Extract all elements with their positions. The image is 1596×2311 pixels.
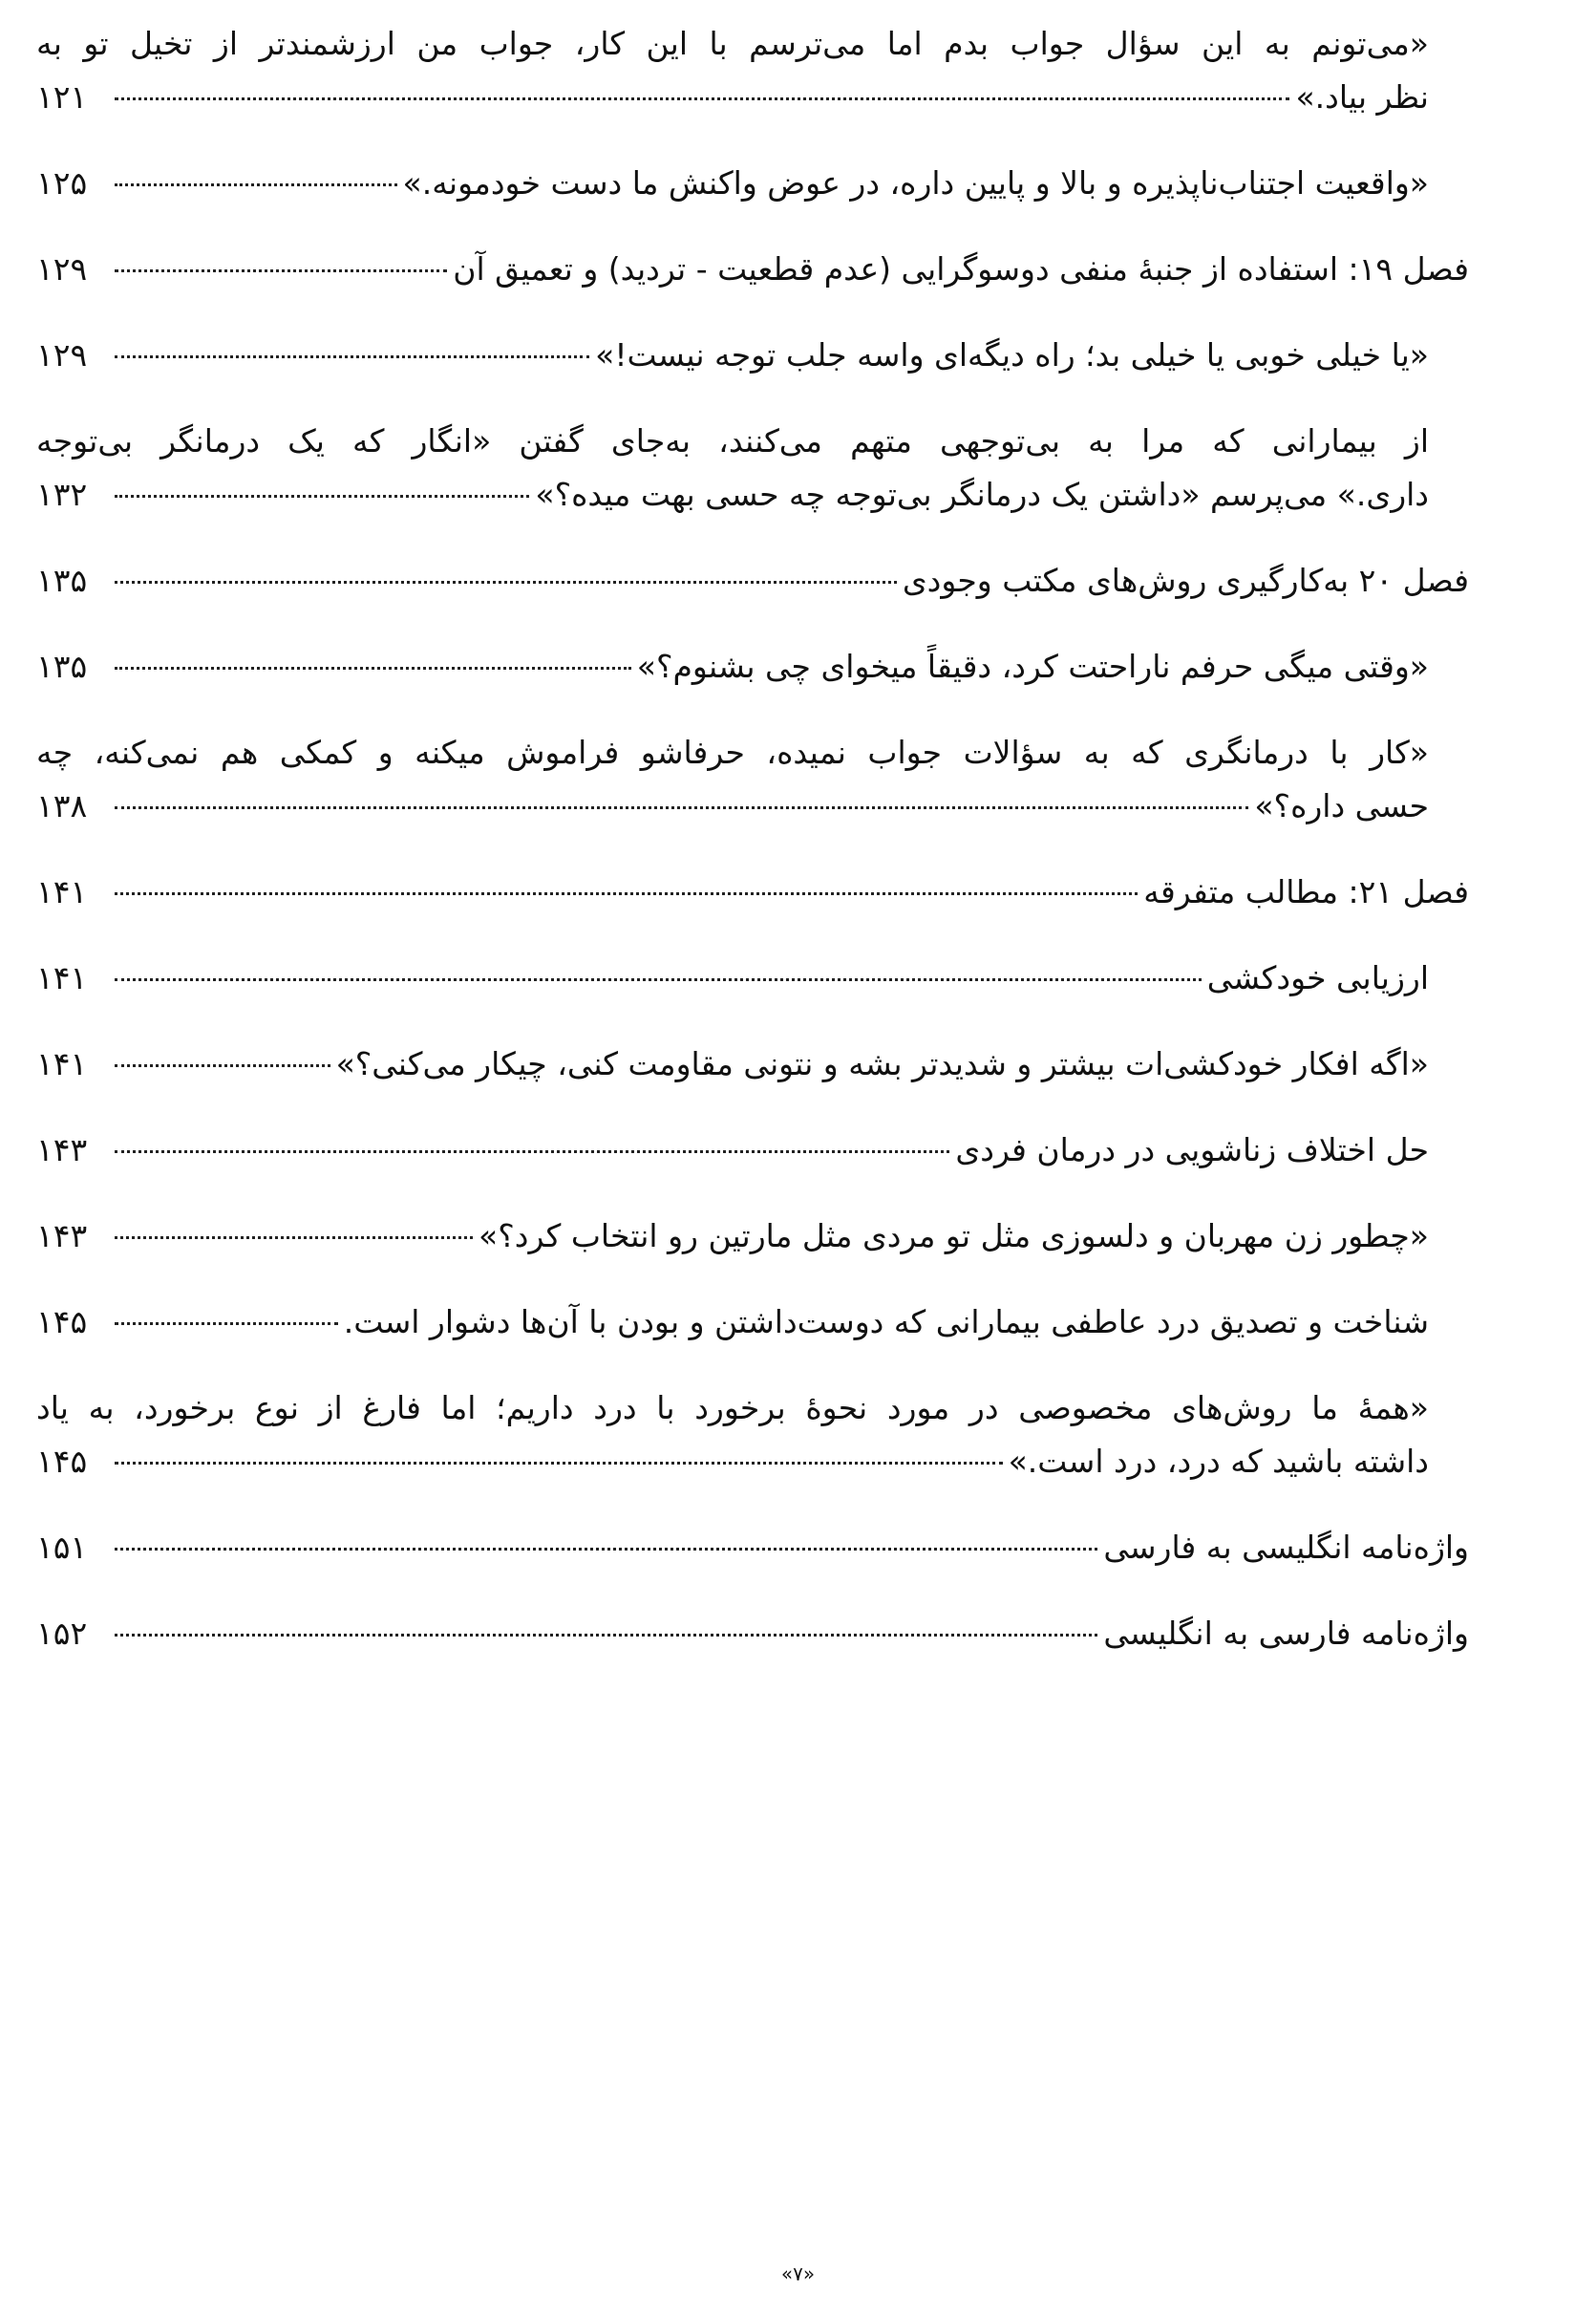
toc-entry-text-line: «کار با درمانگری که به سؤالات جواب نمیده، حرفاشو فراموش میکنه و کمکی هم نمی‌کنه، چه [36, 734, 1429, 771]
toc-entry-line [36, 1123, 1429, 1177]
toc-page-number: ۱۲۹ [36, 336, 88, 374]
toc-chapter-entry [36, 243, 1469, 296]
toc-page-number: ۱۵۱ [36, 1529, 88, 1566]
dot-leader [115, 355, 589, 358]
toc-section-entry [36, 1209, 1429, 1263]
toc-section-entry [36, 157, 1429, 210]
dot-leader [115, 495, 529, 498]
toc-entry-line [36, 1607, 1469, 1660]
toc-chapter-entry [36, 1607, 1469, 1660]
toc-entry-title: واژه‌نامه انگلیسی به فارسی [1103, 1529, 1469, 1566]
toc-entry-title: «یا خیلی خوبی یا خیلی بد؛ راه دیگه‌ای واسه جلب توجه نیست!» [595, 336, 1429, 374]
page-number-footer: «۷» [780, 2262, 816, 2285]
toc-entry-title: فصل ۲۱: مطالب متفرقه [1143, 873, 1469, 910]
dot-leader [115, 1462, 1003, 1465]
toc-page-number: ۱۳۵ [36, 648, 88, 685]
toc-entry-line [36, 71, 1429, 124]
toc-page-number: ۱۲۹ [36, 250, 88, 288]
toc-section-entry [36, 1295, 1429, 1349]
toc-section-entry [36, 1038, 1429, 1091]
dot-leader [115, 806, 1248, 809]
toc-entry-line [36, 329, 1429, 382]
toc-entry-title: حسی داره؟» [1254, 787, 1429, 824]
toc-section-entry [36, 1123, 1429, 1177]
toc-page-number: ۱۵۲ [36, 1615, 88, 1652]
toc-entry-line [36, 640, 1429, 694]
toc-entry-title: ارزیابی خودکشی [1206, 959, 1429, 996]
toc-section-entry [36, 952, 1429, 1005]
toc-page-number: ۱۴۳ [36, 1217, 88, 1254]
table-of-contents [36, 17, 1469, 1693]
dot-leader [115, 1236, 473, 1239]
dot-leader [115, 97, 1289, 100]
toc-entry-line [36, 1521, 1469, 1574]
toc-entry-title: فصل ۱۹: استفاده از جنبهٔ منفی دوسوگرایی (عدم قطعیت - تردید) و تعمیق آن [453, 250, 1469, 288]
toc-entry-line [36, 157, 1429, 210]
toc-entry-line [36, 1038, 1429, 1091]
toc-page-number: ۱۲۵ [36, 164, 88, 202]
toc-chapter-entry [36, 1521, 1469, 1574]
toc-entry-title: «اگه افکار خودکشی‌ات بیشتر و شدیدتر بشه و نتونی مقاومت کنی، چیکار می‌کنی؟» [335, 1045, 1429, 1082]
toc-page-number: ۱۴۱ [36, 1045, 88, 1082]
toc-section-entry [36, 415, 1429, 522]
toc-entry-text-line: «همهٔ ما روش‌های مخصوصی در مورد نحوهٔ برخورد با درد داریم؛ اما فارغ از نوع برخورد، به یاد [36, 1389, 1429, 1426]
dot-leader [115, 892, 1138, 895]
toc-section-entry [36, 329, 1429, 382]
toc-entry-title: واژه‌نامه فارسی به انگلیسی [1103, 1615, 1469, 1652]
toc-entry-title: «وقتی میگی حرفم ناراحتت کرد، دقیقاً میخوای چی بشنوم؟» [636, 648, 1429, 685]
toc-entry-text-line: از بیمارانی که مرا به بی‌توجهی متهم می‌کنند، به‌جای گفتن «انگار که یک درمانگر بی‌توجه [36, 422, 1429, 460]
toc-section-entry [36, 1381, 1429, 1488]
toc-page-number: ۱۲۱ [36, 78, 88, 116]
toc-entry-title: داشته باشید که درد، درد است.» [1008, 1443, 1429, 1480]
toc-entry-line [36, 780, 1429, 833]
toc-entry-title: فصل ۲۰ به‌کارگیری روش‌های مکتب وجودی [902, 562, 1469, 599]
toc-entry-text-line: «می‌تونم به این سؤال جواب بدم اما می‌ترسم با این کار، جواب من ارزشمندتر از تخیل تو به [36, 25, 1429, 62]
toc-entry-title: شناخت و تصدیق درد عاطفی بیمارانی که دوست‌داشتن و بودن با آن‌ها دشوار است. [343, 1303, 1429, 1340]
toc-page-number: ۱۳۵ [36, 562, 88, 599]
toc-entry-line [36, 866, 1469, 919]
dot-leader [115, 183, 397, 186]
toc-page-number: ۱۳۸ [36, 787, 88, 824]
toc-page-number: ۱۴۵ [36, 1443, 88, 1480]
toc-section-entry [36, 17, 1429, 124]
dot-leader [115, 1064, 330, 1067]
toc-entry-title: داری.» می‌پرسم «داشتن یک درمانگر بی‌توجه چه حسی بهت میده؟» [535, 476, 1429, 513]
toc-chapter-entry [36, 866, 1469, 919]
dot-leader [115, 1634, 1097, 1637]
toc-entry-line [36, 468, 1429, 522]
toc-entry-title: «واقعیت اجتناب‌ناپذیره و بالا و پایین داره، در عوض واکنش ما دست خودمونه.» [402, 164, 1429, 202]
toc-section-entry [36, 726, 1429, 833]
dot-leader [115, 1322, 338, 1325]
toc-page-number: ۱۴۵ [36, 1303, 88, 1340]
toc-page-number: ۱۳۲ [36, 476, 88, 513]
dot-leader [115, 978, 1202, 981]
dot-leader [115, 667, 631, 670]
toc-entry-line [36, 952, 1429, 1005]
dot-leader [115, 269, 447, 272]
toc-entry-line [36, 554, 1469, 608]
toc-entry-title: نظر بیاد.» [1295, 78, 1429, 116]
toc-chapter-entry [36, 554, 1469, 608]
toc-page-number: ۱۴۱ [36, 959, 88, 996]
dot-leader [115, 581, 897, 584]
toc-entry-title: «چطور زن مهربان و دلسوزی مثل تو مردی مثل مارتین رو انتخاب کرد؟» [479, 1217, 1429, 1254]
dot-leader [115, 1548, 1097, 1551]
toc-entry-line [36, 1209, 1429, 1263]
toc-entry-line [36, 1435, 1429, 1488]
toc-entry-title: حل اختلاف زناشویی در درمان فردی [955, 1131, 1429, 1168]
toc-entry-line [36, 243, 1469, 296]
toc-page-number: ۱۴۱ [36, 873, 88, 910]
dot-leader [115, 1150, 949, 1153]
toc-page-number: ۱۴۳ [36, 1131, 88, 1168]
toc-entry-line [36, 1295, 1429, 1349]
toc-section-entry [36, 640, 1429, 694]
